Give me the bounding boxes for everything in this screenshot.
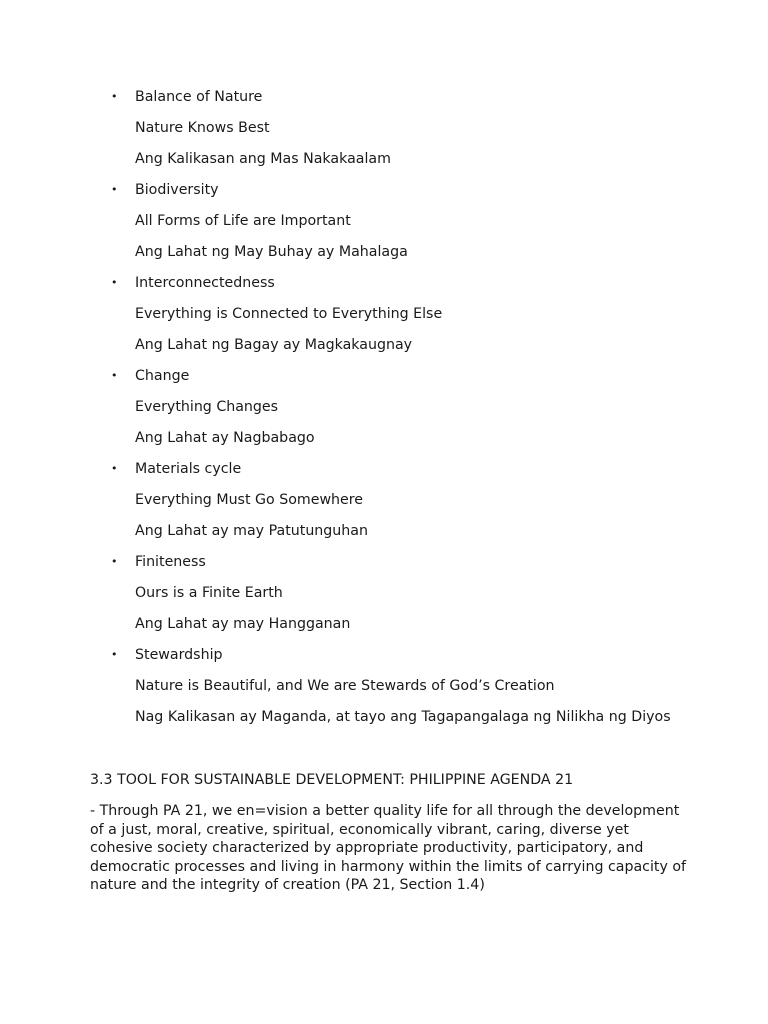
principle-filipino: Ang Lahat ay may Hangganan: [135, 616, 351, 632]
list-item: [0, 365, 768, 396]
principle-title: Balance of Nature: [135, 89, 263, 105]
bullet-icon: •: [111, 462, 118, 475]
principle-english: Everything is Connected to Everything Else: [135, 306, 443, 322]
english-line-row: [0, 675, 768, 706]
english-line-row: [0, 117, 768, 148]
principle-filipino: Ang Kalikasan ang Mas Nakakaalam: [135, 151, 391, 167]
english-line-row: [0, 303, 768, 334]
principle-english: Everything Must Go Somewhere: [135, 492, 364, 508]
section-heading: 3.3 TOOL FOR SUSTAINABLE DEVELOPMENT: PHILIPPINE AGENDA 21: [90, 772, 574, 788]
principle-filipino: Ang Lahat ng Bagay ay Magkakaugnay: [135, 337, 413, 353]
filipino-line-row: [0, 427, 768, 458]
principle-title: Interconnectedness: [135, 275, 275, 291]
principle-filipino: Ang Lahat ay may Patutunguhan: [135, 523, 368, 539]
paragraph-line: of a just, moral, creative, spiritual, economically vibrant, caring, diverse yet: [90, 821, 629, 838]
principle-filipino: Nag Kalikasan ay Maganda, at tayo ang Tagapangalaga ng Nilikha ng Diyos: [135, 709, 671, 725]
bullet-icon: •: [111, 555, 118, 568]
list-item: [0, 551, 768, 582]
bullet-icon: •: [111, 183, 118, 196]
english-line-row: [0, 582, 768, 613]
principle-english: Ours is a Finite Earth: [135, 585, 283, 601]
list-item: [0, 644, 768, 675]
principle-english: All Forms of Life are Important: [135, 213, 351, 229]
principle-title: Stewardship: [135, 647, 223, 663]
principle-filipino: Ang Lahat ay Nagbabago: [135, 430, 315, 446]
list-item: [0, 179, 768, 210]
bullet-icon: •: [111, 369, 118, 382]
paragraph-line: nature and the integrity of creation (PA 21, Section 1.4): [90, 877, 485, 894]
filipino-line-row: [0, 148, 768, 179]
list-item: [0, 86, 768, 117]
paragraph-line: democratic processes and living in harmony within the limits of carrying capacity of: [90, 858, 687, 875]
principle-filipino: Ang Lahat ng May Buhay ay Mahalaga: [135, 244, 408, 260]
english-line-row: [0, 489, 768, 520]
filipino-line-row: [0, 706, 768, 737]
list-item: [0, 458, 768, 489]
principle-title: Biodiversity: [135, 182, 219, 198]
filipino-line-row: [0, 520, 768, 551]
filipino-line-row: [0, 334, 768, 365]
principle-english: Nature is Beautiful, and We are Stewards of God’s Creation: [135, 678, 555, 694]
bullet-icon: •: [111, 90, 118, 103]
principle-english: Nature Knows Best: [135, 120, 270, 136]
filipino-line-row: [0, 613, 768, 644]
filipino-line-row: [0, 241, 768, 272]
english-line-row: [0, 396, 768, 427]
paragraph-line: - Through PA 21, we en=vision a better quality life for all through the development: [90, 803, 680, 819]
section-paragraph: [90, 802, 690, 895]
bullet-icon: •: [111, 648, 118, 661]
principles-list: [0, 86, 768, 737]
bullet-icon: •: [111, 276, 118, 289]
principle-title: Finiteness: [135, 554, 206, 570]
list-item: [0, 272, 768, 303]
paragraph-line: cohesive society characterized by appropriate productivity, participatory, and: [90, 840, 644, 857]
principle-title: Change: [135, 368, 190, 384]
principle-title: Materials cycle: [135, 461, 242, 477]
english-line-row: [0, 210, 768, 241]
principle-english: Everything Changes: [135, 399, 279, 415]
